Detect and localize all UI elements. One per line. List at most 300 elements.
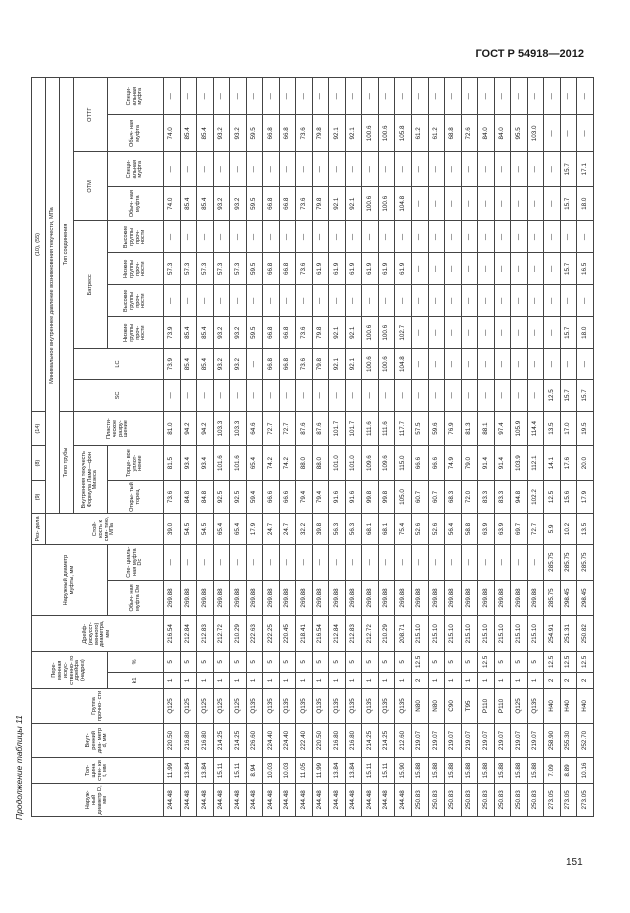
hdr-coupling-regular: Обыч- ная муфта Dм — [108, 580, 164, 616]
table-cell: Q135 — [527, 689, 544, 724]
table-cell: 24.7 — [279, 514, 296, 545]
table-cell: — — [527, 349, 544, 380]
table-cell: P110 — [494, 689, 511, 724]
table-cell: 79.8 — [312, 186, 329, 221]
table-cell: 269.88 — [230, 580, 247, 616]
table-cell: 61.2 — [428, 115, 445, 152]
hdr-otg-regular: Обыч- ная муфта — [108, 115, 164, 152]
table-cell: — — [511, 186, 528, 221]
table-cell: 75.4 — [395, 514, 412, 545]
table-cell: 63.9 — [478, 514, 495, 545]
table-cell: — — [461, 253, 478, 285]
table-cell: 111.6 — [378, 411, 395, 446]
table-cell: — — [362, 379, 379, 411]
table-cell: — — [527, 544, 544, 580]
table-cell: 84.8 — [197, 480, 214, 513]
table-cell: — — [461, 152, 478, 187]
table-cell: 61.2 — [411, 115, 428, 152]
table-cell: — — [197, 379, 214, 411]
table-cell: N80 — [428, 689, 445, 724]
table-cell: — — [230, 285, 247, 317]
table-cell: 81.5 — [164, 446, 181, 481]
table-cell: 91.4 — [494, 446, 511, 481]
table-cell: — — [577, 78, 594, 115]
table-cell: 220.50 — [312, 723, 329, 758]
table-cell: 5 — [428, 652, 445, 672]
table-cell: 15.11 — [230, 758, 247, 784]
table-row — [180, 78, 197, 817]
hdr-rated: Рез- дела — [32, 514, 46, 545]
table-cell: 15.11 — [378, 758, 395, 784]
table-cell: 244.48 — [395, 783, 412, 816]
table-cell: 52.6 — [428, 514, 445, 545]
table-cell: 224.40 — [279, 723, 296, 758]
table-cell: Q125 — [180, 689, 197, 724]
table-row — [428, 78, 445, 817]
table-cell: — — [478, 317, 495, 349]
table-cell: 91.6 — [329, 480, 346, 513]
table-cell: 72.7 — [279, 411, 296, 446]
table-cell: 66.8 — [279, 115, 296, 152]
table-cell: 1 — [395, 672, 412, 689]
table-cell: 18.0 — [577, 186, 594, 221]
table-cell: — — [296, 285, 313, 317]
table-cell: — — [296, 152, 313, 187]
table-cell: 93.2 — [213, 349, 230, 380]
table-cell: H40 — [544, 689, 561, 724]
table-cell: 32.2 — [296, 514, 313, 545]
table-cell: 85.4 — [180, 115, 197, 152]
table-cell: 15.7 — [560, 317, 577, 349]
table-row — [560, 78, 577, 817]
table-cell: — — [164, 152, 181, 187]
table-cell: 85.4 — [197, 317, 214, 349]
table-cell: C90 — [445, 689, 462, 724]
table-cell: — — [296, 544, 313, 580]
table-cell: 244.48 — [296, 783, 313, 816]
table-cell: 10.2 — [560, 514, 577, 545]
table-cell: — — [544, 349, 561, 380]
table-cell: 215.10 — [478, 616, 495, 652]
table-cell: — — [213, 221, 230, 253]
table-body — [164, 78, 594, 817]
table-cell: 79.4 — [296, 480, 313, 513]
table-cell: 11.99 — [312, 758, 329, 784]
table-cell: 1 — [494, 672, 511, 689]
table-cell: — — [345, 152, 362, 187]
table-cell: 83.3 — [478, 480, 495, 513]
pipe-spec-table — [31, 77, 594, 817]
table-cell: 64.6 — [246, 411, 263, 446]
table-cell: — — [263, 285, 280, 317]
table-cell: — — [511, 152, 528, 187]
table-cell: — — [428, 253, 445, 285]
table-cell: 269.88 — [494, 580, 511, 616]
table-cell: 74.2 — [279, 446, 296, 481]
table-cell: 250.83 — [478, 783, 495, 816]
table-cell: — — [378, 544, 395, 580]
table-cell: 1 — [445, 672, 462, 689]
table-cell: 269.88 — [478, 580, 495, 616]
hdr-drift: Дрейф- (искусст- венного) диаметра, мм — [32, 616, 164, 652]
table-caption: Продолжение таблицы 11 — [14, 715, 24, 820]
hdr-sc: SC — [74, 379, 164, 411]
table-cell: 5 — [180, 652, 197, 672]
table-cell: 5 — [230, 652, 247, 672]
table-cell: — — [478, 186, 495, 221]
table-cell: — — [411, 78, 428, 115]
hdr-low-grade-regular: Низкие группы проч- ности — [108, 317, 164, 349]
table-cell: 66.8 — [263, 253, 280, 285]
table-cell: — — [461, 186, 478, 221]
table-cell: 269.88 — [296, 580, 313, 616]
table-cell: — — [544, 285, 561, 317]
table-cell: — — [197, 152, 214, 187]
table-cell: — — [478, 285, 495, 317]
table-cell: — — [246, 78, 263, 115]
table-cell: 92.1 — [345, 317, 362, 349]
table-cell: 15.7 — [560, 253, 577, 285]
table-cell: — — [164, 379, 181, 411]
table-cell: — — [279, 152, 296, 187]
table-row — [461, 78, 478, 817]
table-cell: 269.88 — [329, 580, 346, 616]
table-cell: 244.48 — [197, 783, 214, 816]
table-cell: 101.6 — [230, 446, 247, 481]
table-cell: 93.2 — [213, 317, 230, 349]
table-cell: 1 — [428, 672, 445, 689]
table-cell: — — [378, 379, 395, 411]
table-cell: 103.3 — [213, 411, 230, 446]
table-cell: 81.3 — [461, 411, 478, 446]
table-cell: — — [428, 186, 445, 221]
table-cell: 68.8 — [445, 115, 462, 152]
table-cell: — — [560, 221, 577, 253]
table-cell: — — [180, 152, 197, 187]
table-cell: 73.6 — [296, 115, 313, 152]
table-cell: — — [445, 544, 462, 580]
table-cell: 84.8 — [180, 480, 197, 513]
table-cell: 5.9 — [544, 514, 561, 545]
table-cell: 15.88 — [478, 758, 495, 784]
hdr-otm-regular: Обыч- ная муфта — [108, 186, 164, 221]
hdr-otg-special: Специ- альная муфта — [108, 78, 164, 115]
table-cell: 103.9 — [511, 446, 528, 481]
table-cell: — — [296, 379, 313, 411]
table-cell: 1 — [246, 672, 263, 689]
table-cell: — — [527, 253, 544, 285]
table-cell: — — [445, 317, 462, 349]
table-cell: 273.05 — [544, 783, 561, 816]
table-cell: — — [411, 152, 428, 187]
table-cell: 11.05 — [296, 758, 313, 784]
table-cell: — — [246, 349, 263, 380]
table-cell: 244.48 — [279, 783, 296, 816]
table-cell: 65.4 — [246, 446, 263, 481]
table-cell: Q135 — [263, 689, 280, 724]
table-cell: 269.88 — [180, 580, 197, 616]
table-cell: 56.3 — [345, 514, 362, 545]
document-code: ГОСТ Р 54918—2012 — [475, 48, 584, 60]
table-cell: 63.9 — [494, 514, 511, 545]
table-cell: 17.9 — [246, 514, 263, 545]
table-row — [527, 78, 544, 817]
table-cell: 103.0 — [527, 115, 544, 152]
table-cell: H40 — [560, 689, 577, 724]
table-row — [213, 78, 230, 817]
table-cell: 13.5 — [544, 411, 561, 446]
table-cell: 215.10 — [461, 616, 478, 652]
table-cell: 61.9 — [378, 253, 395, 285]
table-cell: 8.89 — [560, 758, 577, 784]
table-cell: 105.8 — [395, 115, 412, 152]
table-cell: 2 — [544, 672, 561, 689]
table-cell: — — [511, 221, 528, 253]
table-cell: H40 — [577, 689, 594, 724]
table-cell: 212.72 — [362, 616, 379, 652]
table-cell: 92.1 — [329, 186, 346, 221]
table-cell: 244.48 — [164, 783, 181, 816]
table-cell: 222.25 — [263, 616, 280, 652]
table-cell: 58.8 — [461, 514, 478, 545]
table-cell: 74.9 — [445, 446, 462, 481]
table-cell: — — [263, 221, 280, 253]
table-cell: 216.54 — [164, 616, 181, 652]
table-cell: 15.7 — [560, 186, 577, 221]
table-cell: 39.8 — [312, 514, 329, 545]
table-cell: — — [345, 285, 362, 317]
table-cell: — — [213, 285, 230, 317]
hdr-high-grade-special: Высокие группы проч- ности — [108, 221, 164, 253]
table-cell: 5 — [511, 652, 528, 672]
table-cell: 100.6 — [362, 115, 379, 152]
table-cell: — — [411, 221, 428, 253]
table-cell: 66.8 — [279, 186, 296, 221]
table-cell: 93.4 — [180, 446, 197, 481]
table-cell: — — [411, 544, 428, 580]
hdr-coupling-group: Наружный диаметр муфты, мм — [32, 544, 108, 616]
table-cell: — — [494, 349, 511, 380]
table-cell: — — [246, 152, 263, 187]
table-cell: 1 — [461, 672, 478, 689]
table-cell: — — [461, 379, 478, 411]
table-cell: — — [461, 544, 478, 580]
table-cell: — — [279, 285, 296, 317]
table-cell: 15.88 — [428, 758, 445, 784]
table-cell: — — [411, 349, 428, 380]
table-cell: — — [411, 317, 428, 349]
table-cell: Q135 — [312, 689, 329, 724]
table-cell: — — [494, 78, 511, 115]
table-cell: 218.41 — [296, 616, 313, 652]
table-cell: Q135 — [279, 689, 296, 724]
table-cell: 15.6 — [560, 480, 577, 513]
table-cell: 5 — [494, 652, 511, 672]
table-cell: 72.6 — [461, 115, 478, 152]
table-cell: — — [197, 221, 214, 253]
hdr-lc: LC — [74, 349, 164, 380]
table-cell: 222.40 — [296, 723, 313, 758]
hdr-k1: k1 — [108, 672, 164, 689]
table-cell: Q125 — [511, 689, 528, 724]
table-cell: 285.75 — [577, 544, 594, 580]
table-cell: 73.6 — [296, 317, 313, 349]
table-cell: 5 — [197, 652, 214, 672]
hdr-buttress: Батресс — [74, 221, 108, 349]
table-cell: — — [213, 544, 230, 580]
table-cell: 99.8 — [378, 480, 395, 513]
table-cell: — — [478, 253, 495, 285]
table-cell: 15.11 — [213, 758, 230, 784]
table-cell: 66.8 — [279, 349, 296, 380]
table-cell: — — [478, 349, 495, 380]
table-cell: 1 — [230, 672, 247, 689]
table-cell: 215.10 — [411, 616, 428, 652]
table-cell: 210.29 — [230, 616, 247, 652]
table-cell: — — [378, 221, 395, 253]
table-cell: 269.88 — [461, 580, 478, 616]
table-cell: — — [494, 253, 511, 285]
table-cell: 52.6 — [411, 514, 428, 545]
table-cell: — — [279, 379, 296, 411]
table-cell: 92.1 — [329, 317, 346, 349]
table-cell: — — [197, 544, 214, 580]
table-cell: 220.45 — [279, 616, 296, 652]
table-cell: 1 — [197, 672, 214, 689]
table-cell: 1 — [511, 672, 528, 689]
table-cell: 216.54 — [312, 616, 329, 652]
table-cell: — — [527, 317, 544, 349]
table-cell: — — [428, 379, 445, 411]
table-cell: 219.07 — [445, 723, 462, 758]
table-cell: 269.88 — [511, 580, 528, 616]
table-cell: 92.1 — [329, 115, 346, 152]
table-cell: — — [494, 317, 511, 349]
table-cell: Q135 — [296, 689, 313, 724]
table-cell: 88.0 — [312, 446, 329, 481]
table-cell: Q135 — [345, 689, 362, 724]
table-cell: 81.0 — [164, 411, 181, 446]
table-cell: 73.6 — [296, 349, 313, 380]
table-cell: 216.80 — [329, 723, 346, 758]
table-cell: Q135 — [329, 689, 346, 724]
table-cell: 105.9 — [511, 411, 528, 446]
table-cell: 87.6 — [312, 411, 329, 446]
table-cell: 93.2 — [230, 349, 247, 380]
table-cell: 1 — [263, 672, 280, 689]
table-row — [329, 78, 346, 817]
table-cell: — — [164, 221, 181, 253]
table-cell: — — [345, 221, 362, 253]
table-cell: 73.9 — [164, 349, 181, 380]
table-cell: 250.83 — [494, 783, 511, 816]
table-cell: 102.7 — [395, 317, 412, 349]
table-cell: 12.5 — [478, 652, 495, 672]
hdr-inner: Внут- ренний диа- метр d, мм — [32, 723, 164, 758]
table-cell: 5 — [246, 652, 263, 672]
table-cell: — — [345, 379, 362, 411]
table-cell: — — [213, 78, 230, 115]
table-cell: 91.6 — [345, 480, 362, 513]
table-cell: — — [362, 221, 379, 253]
table-row — [494, 78, 511, 817]
table-cell: 73.6 — [296, 253, 313, 285]
table-cell: 214.25 — [213, 723, 230, 758]
table-cell: — — [428, 221, 445, 253]
table-cell: 73.6 — [296, 186, 313, 221]
table-cell: — — [494, 152, 511, 187]
table-cell: — — [494, 186, 511, 221]
table-cell: 15.88 — [494, 758, 511, 784]
table-cell: 101.6 — [213, 446, 230, 481]
table-cell: — — [279, 78, 296, 115]
table-cell: 54.5 — [197, 514, 214, 545]
table-cell: 210.29 — [378, 616, 395, 652]
table-cell: 57.5 — [411, 411, 428, 446]
table-cell: — — [527, 78, 544, 115]
table-cell: 66.8 — [279, 317, 296, 349]
table-cell: — — [345, 544, 362, 580]
table-cell: 12.5 — [544, 652, 561, 672]
table-cell: 255.30 — [560, 723, 577, 758]
hdr-yield: Внутренняя текучесть Формула Ламе—фон Мизеса — [74, 446, 108, 514]
table-cell: 5 — [164, 652, 181, 672]
hdr-k2: % — [108, 652, 164, 672]
table-cell: — — [445, 253, 462, 285]
table-cell: 269.88 — [197, 580, 214, 616]
table-cell: 1 — [279, 672, 296, 689]
table-cell: 2 — [560, 672, 577, 689]
table-cell: — — [511, 285, 528, 317]
table-cell: 5 — [213, 652, 230, 672]
table-cell: 84.0 — [478, 115, 495, 152]
table-cell: — — [478, 78, 495, 115]
table-cell: 215.10 — [445, 616, 462, 652]
table-cell: 269.88 — [527, 580, 544, 616]
table-cell: 15.88 — [411, 758, 428, 784]
table-cell: — — [230, 379, 247, 411]
table-row — [395, 78, 412, 817]
table-cell: — — [312, 379, 329, 411]
table-cell: 59.4 — [246, 480, 263, 513]
table-cell: — — [428, 317, 445, 349]
table-cell: — — [230, 221, 247, 253]
table-cell: 5 — [527, 652, 544, 672]
table-cell: 10.16 — [577, 758, 594, 784]
table-cell: — — [511, 253, 528, 285]
table-cell: Q135 — [395, 689, 412, 724]
table-cell: 220.50 — [164, 723, 181, 758]
table-cell: 1 — [180, 672, 197, 689]
table-cell: — — [478, 221, 495, 253]
table-cell: 15.11 — [362, 758, 379, 784]
table-cell: — — [445, 152, 462, 187]
table-cell: — — [461, 285, 478, 317]
table-cell: Q125 — [213, 689, 230, 724]
table-cell: — — [296, 221, 313, 253]
table-cell: 66.8 — [263, 349, 280, 380]
table-cell: — — [329, 379, 346, 411]
table-cell: 69.7 — [511, 514, 528, 545]
table-cell: 115.0 — [395, 446, 412, 481]
table-cell: — — [511, 349, 528, 380]
table-cell: 15.90 — [395, 758, 412, 784]
hdr-otm: ОТМ — [74, 152, 108, 221]
table-cell: 269.88 — [395, 580, 412, 616]
table-cell: 5 — [445, 652, 462, 672]
table-cell: 5 — [329, 652, 346, 672]
table-cell: 57.3 — [164, 253, 181, 285]
